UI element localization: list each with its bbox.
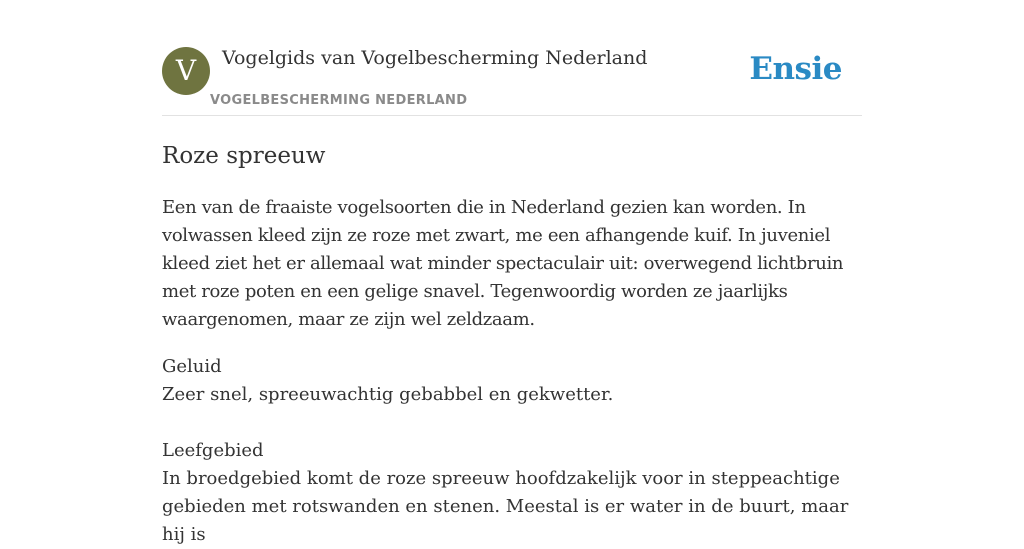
dictionary-title-link[interactable]: Vogelgids van Vogelbescherming Nederland [222,47,648,69]
dictionary-avatar[interactable]: V [162,47,210,95]
entry-intro-text: Een van de fraaiste vogelsoorten die in Nederland gezien kan worden. In volwassen kleed zijn ze roze met zwart, me een afhangende kuif. In juveniel kleed ziet het er allemaal wat minder spectaculair uit: overwegend lichtbruin met roze poten en een gelige snavel. Tegenwoordig worden ze jaarlijks waargenomen, maar ze zijn wel zeldzaam. [162,197,844,330]
entry-section-geluid [162,353,862,409]
publisher-name: VOGELBESCHERMING NEDERLAND [210,93,468,108]
dictionary-header [162,47,862,116]
section-text: In broedgebied komt de roze spreeuw hoofdzakelijk voor in steppeachtige gebieden met rotswanden en stenen. Meestal is er water in de buurt, maar hij is [162,468,849,545]
entry-section-leefgebied [162,437,862,549]
ensie-logo-link[interactable]: Ensie [749,51,842,87]
entry-title: Roze spreeuw [162,143,326,169]
section-heading: Leefgebied [162,440,264,461]
page [162,0,862,549]
section-heading: Geluid [162,356,222,377]
section-text: Zeer snel, spreeuwachtig gebabbel en gekwetter. [162,384,614,405]
